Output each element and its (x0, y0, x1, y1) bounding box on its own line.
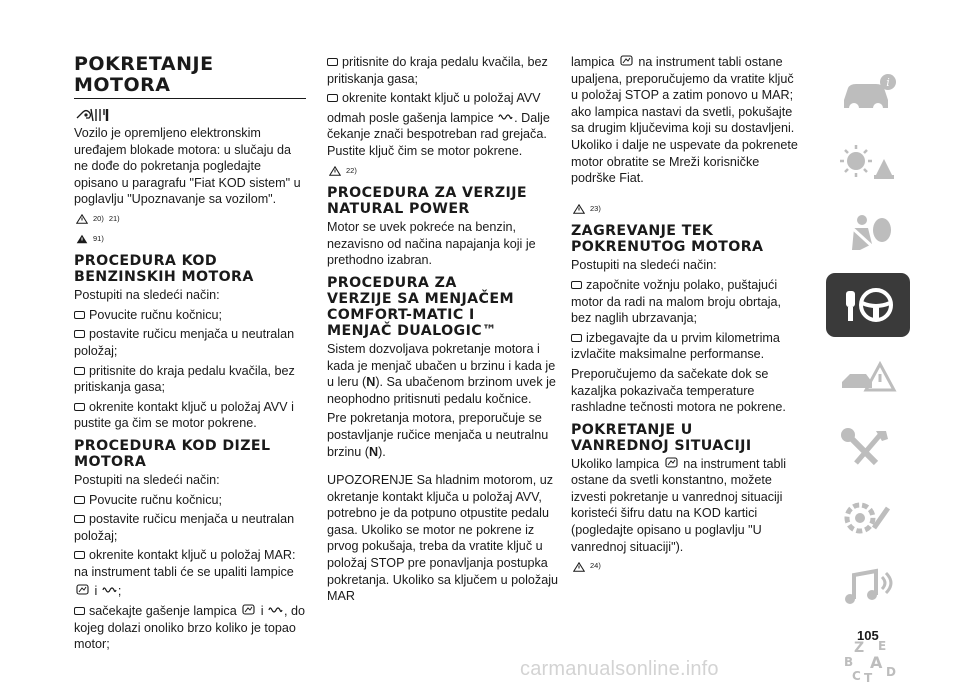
sidebar-tab-starting-driving[interactable] (826, 273, 910, 337)
caution-triangle-icon (76, 234, 88, 244)
immobilizer-key-icon (74, 105, 116, 123)
warm-item-text: izbegavajte da u prvim kilometrima izvlačite maksimalne performanse. (571, 330, 780, 362)
ref-23: 23) (590, 203, 601, 213)
after-glow-paragraph (327, 110, 559, 160)
heading-natural-power (327, 185, 559, 217)
heading-comfort-line-1: PROCEDURA ZA (327, 274, 457, 291)
road-warning-icon (836, 352, 900, 400)
bullet-box-icon (74, 551, 85, 559)
dizel-item (74, 547, 306, 580)
heading-dizel (74, 438, 306, 470)
index-letter: D (886, 665, 896, 679)
car-info-icon (836, 68, 900, 116)
index-letters-icon (836, 636, 900, 683)
warning-refs (329, 163, 559, 180)
wait-text-post: , do kojeg dolazi onoliko brzo koliko je topao motor; (74, 604, 306, 652)
wait-item (74, 603, 306, 653)
bullet-box-icon (74, 515, 85, 523)
immobilizer-lamp-icon (618, 55, 635, 67)
heading-comfort-line-4: MENJAČ DUALOGIC™ (327, 322, 497, 339)
watermark: carmanualsonline.info (520, 658, 719, 680)
dizel-item (327, 54, 559, 87)
heading-dizel-line-2: MOTORA (74, 453, 147, 470)
immobilizer-lamp-icon (74, 584, 91, 596)
comfort-paragraph-2 (327, 410, 559, 460)
warning-triangle-icon (76, 214, 88, 224)
dizel-and: i (94, 584, 98, 599)
glow-plug-icon (101, 584, 118, 596)
bullet-box-icon (571, 281, 582, 289)
multimedia-icon (836, 565, 900, 613)
glow-plug-icon (497, 111, 514, 123)
warm-intro: Postupiti na sledeći način: (571, 258, 717, 273)
ref-91: 91) (93, 233, 104, 243)
key-steering-wheel-icon (836, 281, 900, 329)
benzin-item-text: Povucite ručnu kočnicu; (89, 307, 223, 322)
wait-text-pre: sačekajte gašenje lampica (89, 604, 237, 619)
comfort-p1-post: ). Sa ubačenom brzinom uvek je neophodno pritisnuti pedalu kočnice. (327, 375, 556, 406)
sidebar-tab-multimedia[interactable] (826, 557, 910, 621)
sidebar-tab-car-info[interactable] (826, 60, 910, 124)
column-2 (327, 54, 559, 608)
heading-warm-line-1: ZAGREVANJE TEK (571, 223, 714, 240)
warning-lights-icon (836, 139, 900, 187)
benzin-item-text: okrenite kontakt ključ u položaj AVV i pustite ga čim se motor pokrene. (74, 399, 294, 431)
bullet-box-icon (74, 367, 85, 375)
after-glow-post: . Dalje čekanje znači bespotreban rad grejača. Pustite ključ čim se motor pokrene. (327, 110, 550, 158)
bullet-box-icon (74, 330, 85, 338)
index-letter: C (852, 669, 861, 683)
dizel-item (327, 90, 559, 107)
continued-pre: lampica (571, 55, 615, 69)
heading-comfort-matic (327, 275, 559, 339)
ref-21: 21) (108, 213, 120, 223)
heading-natural-power-line-2: NATURAL POWER (327, 201, 470, 218)
heading-comfort-line-3: COMFORT-MATIC I (327, 306, 475, 323)
sidebar-tab-warning-lights[interactable] (826, 131, 910, 195)
heading-emergency-start (571, 422, 803, 454)
benzin-item (74, 399, 306, 432)
dizel-lamps-line (74, 583, 306, 600)
immobilizer-lamp-icon (663, 457, 680, 469)
natural-power-paragraph: Motor se uvek pokreće na benzin, nezavisno od načina napajanja koji je prethodno izabran. (327, 220, 536, 268)
warning-triangle-icon (329, 166, 341, 176)
column-3 (571, 54, 803, 578)
index-letter: T (864, 671, 873, 683)
heading-warm-up (571, 223, 803, 255)
warning-triangle-icon (573, 204, 585, 214)
benzin-item (74, 326, 306, 359)
main-title-line-1: POKRETANJE (74, 53, 214, 75)
comfort-p1-pre: Sistem dozvoljava pokretanje motora i kada je menjač ubačen u brzinu i kada je u leru ( (327, 341, 556, 390)
bullet-box-icon (74, 311, 85, 319)
ref-20: 20) (93, 213, 104, 223)
column-1 (74, 54, 306, 656)
dizel-item-text: postavite ručicu menjača u neutralan položaj; (74, 512, 295, 543)
index-letter: Z (854, 640, 865, 656)
dizel-item (74, 511, 306, 544)
after-glow-pre: odmah posle gašenja lampice (327, 110, 494, 125)
continued-post: na instrument tabli ostane upaljena, preporučujemo da vratite ključ u položaj STOP a zatim ponovo u MAR; ako lampica nastavi da svetli, pokušajte sa drugim ključevima koji su dostavljeni. Ukoliko i dalje ne uspevate da pokrenete motor obratite se Mreži korisničke podrške Fiat. (571, 55, 798, 186)
benzin-intro: Postupiti na sledeći način: (74, 288, 220, 303)
page-number: 105 (857, 628, 879, 643)
warning-refs-a (573, 201, 803, 218)
warning-paragraph: UPOZORENJE Sa hladnim motorom, uz okretanje kontakt ključa u položaj AVV, potrebno je da potpuno otpustite pedalu gasa. Ukoliko se motor ne pokrene iz prvog pokušaja, treba da vratite ključ u položaj STOP pre ponavljanja postupka pokretanja. Ukoliko sa ključem u položaju MAR (327, 473, 559, 604)
dizel-intro: Postupiti na sledeći način: (74, 472, 220, 487)
benzin-item (74, 307, 306, 324)
heading-warm-line-2: POKRENUTOG MOTORA (571, 239, 764, 256)
sidebar-tab-service[interactable] (826, 415, 910, 479)
warm-item-text: započnite vožnju polako, puštajući motor da radi na malom broju obrtaja, bez naglih ubrzavanja; (571, 277, 781, 326)
sidebar-tab-safety[interactable] (826, 202, 910, 266)
warning-refs-b (76, 231, 306, 248)
bullet-box-icon (327, 58, 338, 66)
warm-paragraph: Preporučujemo da sačekate dok se kazaljka pokazivača temperature rashladne tečnosti motora ne pokrene. (571, 366, 786, 415)
warm-item (571, 330, 803, 363)
dizel-item-text: okrenite kontakt ključ u položaj MAR: na instrument tabli će se upaliti lampice (74, 548, 296, 579)
bullet-box-icon (74, 607, 85, 615)
warning-triangle-icon (573, 562, 585, 572)
dizel-item-text: pritisnite do kraja pedalu kvačila, bez pritiskanja gasa; (327, 55, 548, 86)
emergency-pre: Ukoliko lampica (571, 456, 660, 471)
wait-and: i (260, 604, 264, 619)
emergency-paragraph (571, 456, 803, 556)
dizel-semicolon: ; (117, 584, 122, 599)
dizel-item (74, 492, 306, 509)
index-letter: E (878, 639, 887, 653)
index-letter: B (844, 655, 854, 669)
continued-paragraph (571, 54, 803, 187)
svg-text:i: i (886, 76, 890, 89)
warning-refs-b (573, 558, 803, 575)
dizel-item-text: Povucite ručnu kočnicu; (89, 492, 223, 507)
heading-natural-power-line-1: PROCEDURA ZA VERZIJE (327, 185, 527, 202)
benzin-item-text: postavite ručicu menjača u neutralan položaj; (74, 327, 295, 358)
bullet-box-icon (74, 403, 85, 411)
comfort-paragraph-1 (327, 341, 559, 407)
intro-paragraph: Vozilo je opremljeno elektronskim uređajem blokade motora: u slučaju da ne dođe do pokretanja pogledajte opisano u paragrafu "Fiat KOD sistem" u poglavlju "Upoznavanje sa vozilom". (74, 126, 301, 207)
sidebar-tab-road-emergency[interactable] (826, 344, 910, 408)
heading-emergency-line-2: VANREDNOJ SITUACIJI (571, 437, 752, 454)
service-tools-icon (836, 423, 900, 471)
main-title-line-2: MOTORA (74, 74, 171, 96)
sidebar-tab-technical-data[interactable] (826, 486, 910, 550)
bullet-box-icon (74, 496, 85, 504)
ref-22: 22) (346, 165, 357, 175)
heading-dizel-line-1: PROCEDURA KOD DIZEL (74, 437, 271, 454)
heading-emergency-line-1: POKRETANJE U (571, 421, 693, 438)
emergency-post: na instrument tabli ostane da svetli konstantno, možete izvesti pokretanje u vanrednoj situaciji koristeći šifru datu na KOD kartici (pogledajte opisano u poglavlju "U vanrednoj situaciji"). (571, 456, 787, 554)
heading-benzin-line-1: PROCEDURA KOD (74, 253, 218, 270)
comfort-p2-pre: Pre pokretanja motora, preporučuje se postavljanje ručice menjača u neutralnu brzinu ( (327, 411, 549, 459)
title-underline (74, 98, 306, 99)
dizel-item-text: okrenite kontakt ključ u položaj AVV (342, 91, 541, 106)
heading-benzin-line-2: BENZINSKIH MOTORA (74, 269, 254, 286)
bullet-box-icon (327, 94, 338, 102)
technical-data-icon (836, 494, 900, 542)
heading-comfort-line-2: VERZIJE SA MENJAČEM (327, 290, 514, 307)
benzin-item-text: pritisnite do kraja pedalu kvačila, bez pritiskanja gasa; (74, 363, 295, 395)
index-letter: A (870, 653, 883, 672)
warm-item (571, 277, 803, 327)
comfort-p2-post: ). (378, 444, 386, 459)
warning-refs-a (76, 211, 306, 228)
ref-24: 24) (590, 561, 601, 571)
benzin-item (74, 363, 306, 396)
neutral-key: N (366, 375, 376, 390)
glow-plug-icon (267, 604, 284, 616)
heading-benzin (74, 253, 306, 285)
neutral-key: N (369, 444, 379, 459)
immobilizer-lamp-icon (240, 604, 257, 616)
bullet-box-icon (571, 334, 582, 342)
safety-airbag-icon (836, 210, 900, 258)
chapter-sidebar (826, 60, 910, 683)
